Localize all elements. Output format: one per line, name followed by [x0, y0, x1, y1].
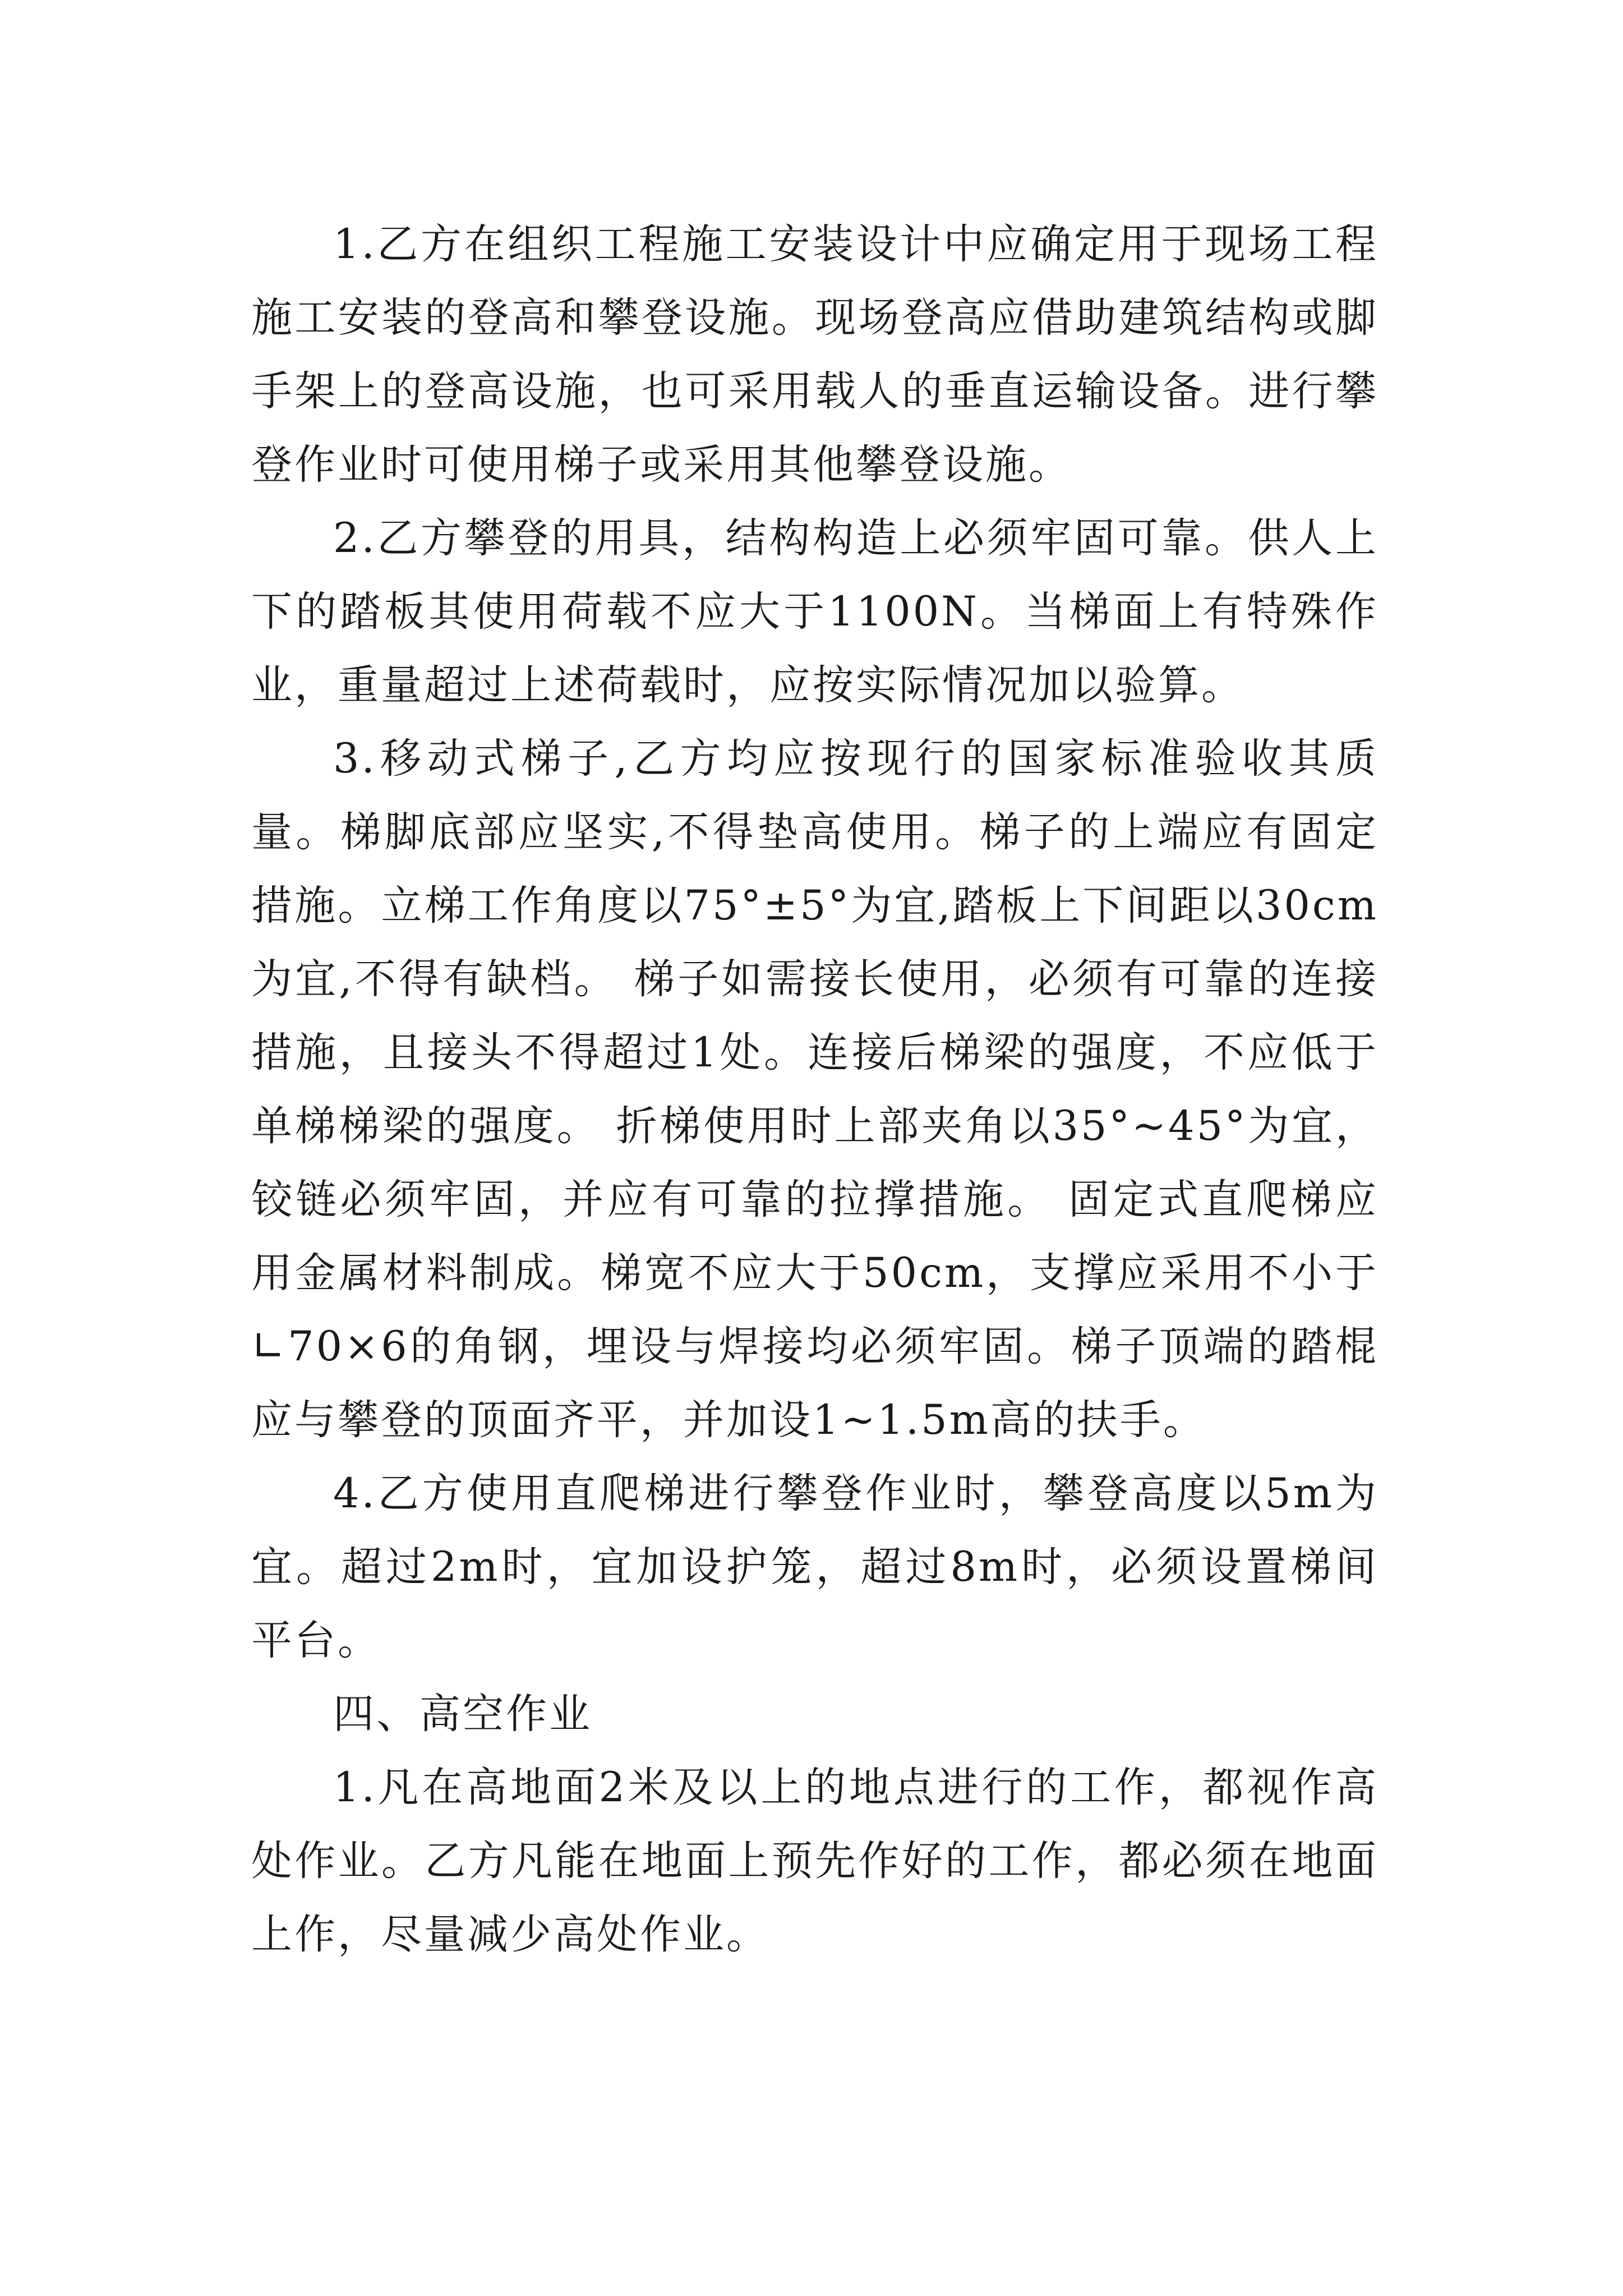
- paragraph-climbing-tools: 2.乙方攀登的用具，结构构造上必须牢固可靠。供人上下的踏板其使用荷载不应大于1100N。当梯面上有特殊作业，重量超过上述荷载时，应按实际情况加以验算。: [251, 514, 1378, 709]
- paragraph-high-altitude-definition: 1.凡在高地面2米及以上的地点进行的工作，都视作高处作业。乙方凡能在地面上预先作好的工作，都必须在地面上作，尽量减少高处作业。: [251, 1764, 1378, 1958]
- section-heading-high-altitude-work: 四、高空作业: [333, 1690, 592, 1738]
- paragraph-mobile-ladders: 3.移动式梯子,乙方均应按现行的国家标准验收其质量。梯脚底部应坚实,不得垫高使用。梯子的上端应有固定措施。立梯工作角度以75°±5°为宜,踏板上下间距以30cm为宜,不得有缺档。 梯子如需接长使用，必须有可靠的连接措施，且接头不得超过1处。连接后梯梁的强度，不应低于单梯梯梁的强度。 折梯使用时上部夹角以35°~45°为宜，铰链必须牢固，并应有可靠的拉撑措施。 固定式直爬梯应用金属材料制成。梯宽不应大于50cm，支撑应采用不小于∟70×6的角钢，埋设与焊接均必须牢固。梯子顶端的踏棍应与攀登的顶面齐平，并加设1~1.5m高的扶手。: [251, 735, 1378, 1444]
- paragraph-climbing-facilities: 1.乙方在组织工程施工安装设计中应确定用于现场工程施工安装的登高和攀登设施。现场登高应借助建筑结构或脚手架上的登高设施，也可采用载人的垂直运输设备。进行攀登作业时可使用梯子或采用其他攀登设施。: [251, 220, 1378, 489]
- paragraph-vertical-ladders: 4.乙方使用直爬梯进行攀登作业时，攀登高度以5m为宜。超过2m时，宜加设护笼，超过8m时，必须设置梯间平台。: [251, 1470, 1378, 1664]
- document-body: [251, 208, 1378, 1971]
